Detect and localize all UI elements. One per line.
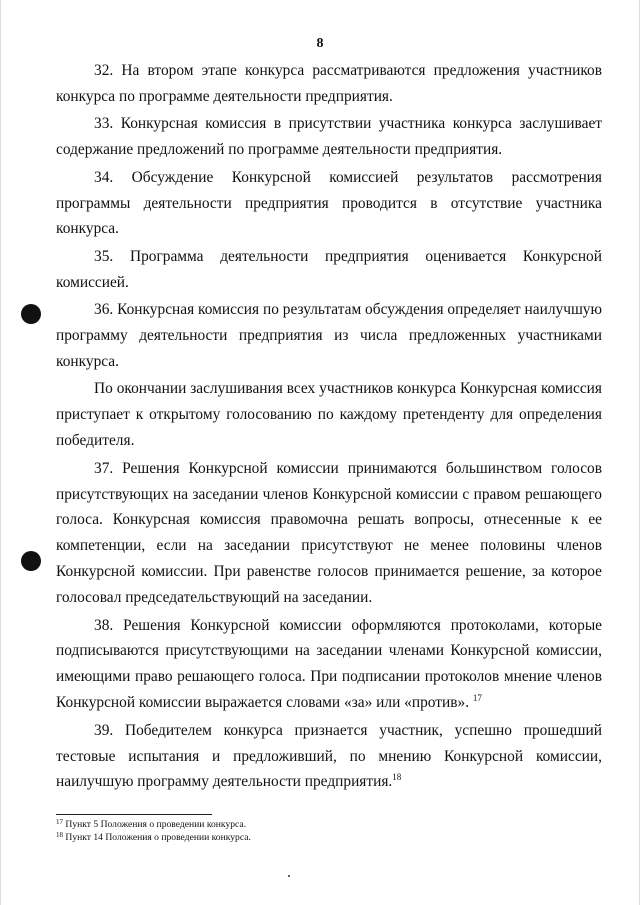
footnote-18: $^{18}$ Пункт 14 Положения о проведении конкурса.	[56, 831, 251, 843]
footnote-ref-17[interactable]: 17	[472, 693, 482, 704]
punch-hole-icon	[21, 551, 41, 571]
footnote-17: $^{17}$ Пункт 5 Положения о проведении конкурса.	[56, 818, 247, 830]
punch-hole-icon	[21, 304, 41, 324]
paragraph-36: 36. Конкурсная комиссия по результатам обсуждения определяет наилучшую программу деятельности предприятия из числа предложенных участниками конкурса.	[56, 301, 602, 370]
paragraph-39: 39. Победителем конкурса признается участник, успешно прошедший тестовые испытания и предложивший, по мнению Конкурсной комиссии, наилучшую программу деятельности предприятия.$^{18}$	[56, 721, 602, 791]
paragraph-37: 37. Решения Конкурсной комиссии принимаются большинством голосов присутствующих на заседании членов Конкурсной комиссии с правом решающего голоса. Конкурсная комиссия правомочна решать вопросы, отнесенные к ее компетенции, если на заседании присутствуют не менее половины членов Конкурсной комиссии. При равенстве голосов принимается решение, за которое голосовал председательствующий на заседании.	[56, 459, 602, 607]
document-body	[56, 58, 602, 797]
paragraph-38: 38. Решения Конкурсной комиссии оформляются протоколами, которые подписываются присутствующими на заседании членами Конкурсной комиссии, имеющими право решающего голоса. При подписании протоколов мнение членов Конкурсной комиссии выражается словами «за» или «против». $^{17}$	[56, 616, 602, 712]
page-number: 8	[316, 36, 324, 51]
footnotes	[56, 818, 596, 844]
footnote-separator	[56, 814, 212, 815]
paragraph-35: 35. Программа деятельности предприятия оценивается Конкурсной комиссией.	[56, 247, 602, 291]
paragraph-34: 34. Обсуждение Конкурсной комиссией результатов рассмотрения программы деятельности предприятия проводится в отсутствие участника конкурса.	[56, 168, 602, 238]
paragraph-33: 33. Конкурсная комиссия в присутствии участника конкурса заслушивает содержание предложений по программе деятельности предприятия.	[56, 115, 602, 159]
scan-edge-left	[0, 0, 1, 905]
paragraph-36-continuation: По окончании заслушивания всех участников конкурса Конкурсная комиссия приступает к открытому голосованию по каждому претенденту для определения победителя.	[56, 380, 602, 450]
paragraph-32: 32. На втором этапе конкурса рассматриваются предложения участников конкурса по программе деятельности предприятия.	[56, 62, 602, 105]
footnote-ref-18[interactable]: 18	[392, 772, 402, 783]
scan-speck	[288, 875, 290, 877]
